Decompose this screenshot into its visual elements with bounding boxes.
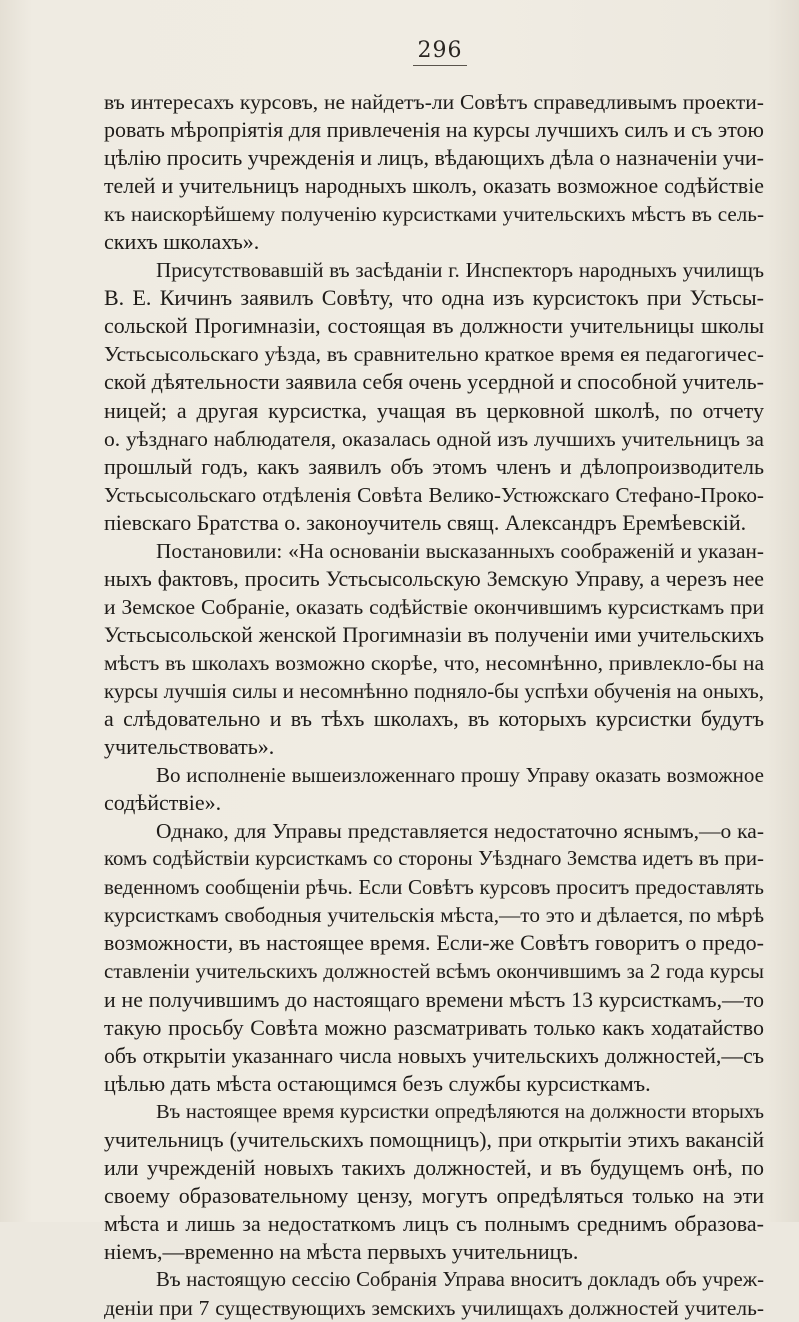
text-line: Во исполненіе вышеизложеннаго прошу Управу оказать возможное xyxy=(156,763,764,788)
text-line: содѣйствіе». xyxy=(104,790,222,816)
text-line: цѣлью дать мѣста остающимся безъ службы курсисткамъ. xyxy=(104,1070,651,1096)
text-line: Присутствовавшій въ засѣданіи г. Инспекторъ народныхъ училищъ xyxy=(156,258,764,283)
text-line: ровать мѣропріятія для привлеченія на курсы лучшихъ силъ и съ этою xyxy=(104,117,764,143)
text-line: ніемъ,—временно на мѣста первыхъ учительницъ. xyxy=(104,1238,579,1264)
body-text xyxy=(104,88,764,1322)
text-line: сольской Прогимназіи, состоящая въ должности учительницы школы xyxy=(104,313,764,339)
text-line: Однако, для Управы представляется недостаточно яснымъ,—о ка- xyxy=(156,819,764,844)
text-line: Въ настоящее время курсистки опредѣляются на должности вторыхъ xyxy=(156,1100,764,1123)
text-line: своему образовательному цензу, могутъ опредѣляться только на эти xyxy=(104,1182,764,1208)
text-line: цѣлію просить учрежденія и лицъ, вѣдающихъ дѣла о назначеніи учи- xyxy=(104,145,764,171)
text-line: деніи при 7 существующихъ земскихъ училищахъ должностей учитель- xyxy=(104,1296,764,1321)
text-line: а слѣдовательно и въ тѣхъ школахъ, въ которыхъ курсистки будутъ xyxy=(104,706,764,732)
text-line: ставленіи учительскихъ должностей всѣмъ окончившимъ за 2 года курсы xyxy=(104,959,764,984)
text-line: піевскаго Братства о. законоучитель свящ. Александръ Еремѣевскій. xyxy=(104,509,747,535)
text-line: телей и учительницъ народныхъ школъ, оказать возможное содѣйствіе xyxy=(104,174,764,199)
text-line: веденномъ сообщеніи рѣчь. Если Совѣтъ курсовъ проситъ предоставлять xyxy=(104,875,764,900)
text-line: о. уѣзднаго наблюдателя, оказалась одной изъ лучшихъ учительницъ за xyxy=(104,426,764,451)
text-line: Постановили: «На основаніи высказанныхъ соображеній и указан- xyxy=(156,538,764,563)
text-line: В. Е. Кичинъ заявилъ Совѣту, что одна изъ курсистокъ при Устьсы- xyxy=(104,285,764,311)
text-line: прошлый годъ, какъ заявилъ объ этомъ членъ и дѣлопроизводитель xyxy=(104,453,764,479)
text-line: мѣста и лишь за недостаткомъ лицъ съ полнымъ среднимъ образова- xyxy=(104,1210,764,1236)
text-line: къ наискорѣйшему полученію курсистками учительскихъ мѣстъ въ сель- xyxy=(104,202,764,227)
text-line: мѣстъ въ школахъ возможно скорѣе, что, несомнѣнно, привлекло-бы на xyxy=(104,650,764,675)
text-line: Устьсысольскаго уѣзда, въ сравнительно краткое время ея педагогичес- xyxy=(104,342,764,367)
page-number: 296 xyxy=(0,38,799,66)
text-line: и не получившимъ до настоящаго времени мѣстъ 13 курсисткамъ,—то xyxy=(104,987,764,1012)
text-line: ныхъ фактовъ, просить Устьсысольскую Земскую Управу, а черезъ нее xyxy=(104,565,764,591)
text-line: или учрежденій новыхъ такихъ должностей, и въ будущемъ онѣ, по xyxy=(104,1154,764,1180)
text-line: Устьсысольской женской Прогимназіи въ полученіи ими учительскихъ xyxy=(104,622,764,647)
text-line: ницей; а другая курсистка, учащая въ церковной школѣ, по отчету xyxy=(104,397,764,423)
text-line: ской дѣятельности заявила себя очень усердной и способной учитель- xyxy=(104,369,764,395)
text-line: курсы лучшія силы и несомнѣнно подняло-бы успѣхи обученія на оныхъ, xyxy=(104,678,764,703)
text-line: въ интересахъ курсовъ, не найдетъ-ли Совѣтъ справедливымъ проекти- xyxy=(104,90,764,114)
text-line: такую просьбу Совѣта можно разсматривать только какъ ходатайство xyxy=(104,1014,764,1040)
text-line: объ открытіи указаннаго числа новыхъ учительскихъ должностей,—съ xyxy=(104,1043,764,1068)
text-line: возможности, въ настоящее время. Если-же Совѣтъ говоритъ о предо- xyxy=(104,930,764,956)
text-line: учительницъ (учительскихъ помощницъ), при открытіи этихъ вакансій xyxy=(104,1127,764,1152)
text-line: комъ содѣйствіи курсисткамъ со стороны Уѣзднаго Земства идетъ въ при- xyxy=(104,847,764,871)
text-line: скихъ школахъ». xyxy=(104,229,260,255)
text-line: Устьсысольскаго отдѣленія Совѣта Велико-Устюжскаго Стефано-Проко- xyxy=(104,482,764,507)
text-line: курсисткамъ свободныя учительскія мѣста,—то это и дѣлается, по мѣрѣ xyxy=(104,903,764,928)
text-line: учительствовать». xyxy=(104,734,275,760)
text-line: и Земское Собраніе, оказать содѣйствіе окончившимъ курсисткамъ при xyxy=(104,594,764,619)
text-line: Въ настоящую сессію Собранія Управа вноситъ докладъ объ учреж- xyxy=(156,1267,764,1291)
